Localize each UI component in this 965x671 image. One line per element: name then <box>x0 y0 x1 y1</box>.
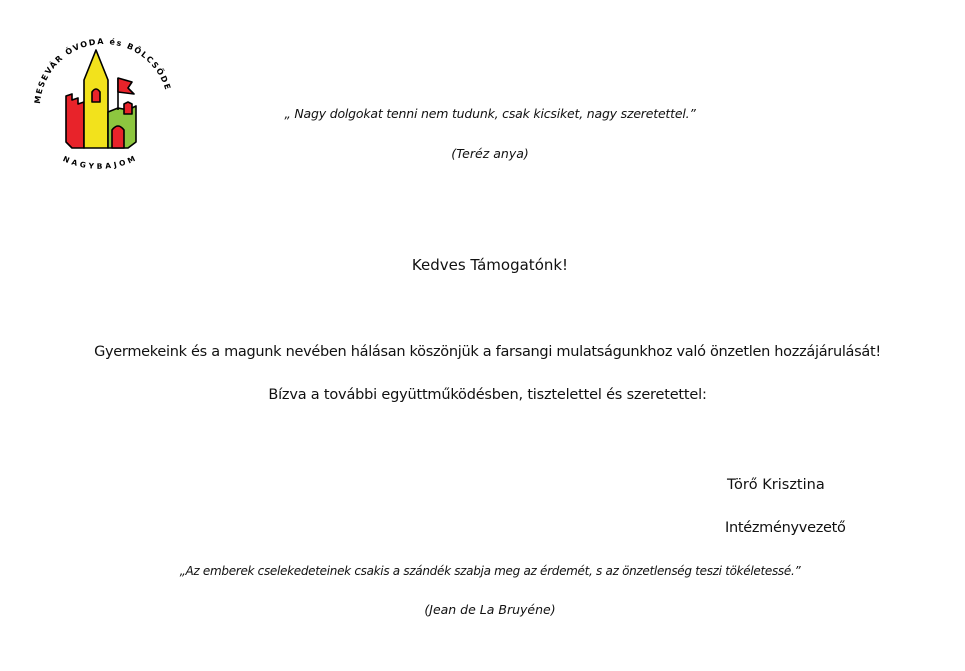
signature-title: Intézményvezető <box>725 520 846 536</box>
top-quote-author: (Teréz anya) <box>451 146 529 161</box>
bottom-quote: „Az emberek cselekedeteinek csakis a szándék szabja meg az érdemét, s az önzetlenség teszi tökéletessé.” <box>179 564 801 578</box>
closing-text: Bízva a további együttműködésben, tisztelettel és szeretettel: <box>268 387 707 403</box>
logo-top-text: MESEVÁR ÓVODA és BÖLCSŐDE <box>33 36 173 105</box>
school-logo <box>28 30 178 190</box>
castle-icon <box>66 50 136 148</box>
logo-bottom-text: NAGYBAJOM <box>61 152 140 171</box>
bottom-quote-author: (Jean de La Bruyéne) <box>424 602 556 617</box>
signature-name: Törő Krisztina <box>727 477 825 493</box>
greeting: Kedves Támogatónk! <box>411 256 569 274</box>
top-quote: „ Nagy dolgokat tenni nem tudunk, csak kicsiket, nagy szeretettel.” <box>284 106 696 121</box>
thank-you-text: Gyermekeink és a magunk nevében hálásan köszönjük a farsangi mulatságunkhoz való önzetlen hozzájárulását! <box>94 344 881 360</box>
